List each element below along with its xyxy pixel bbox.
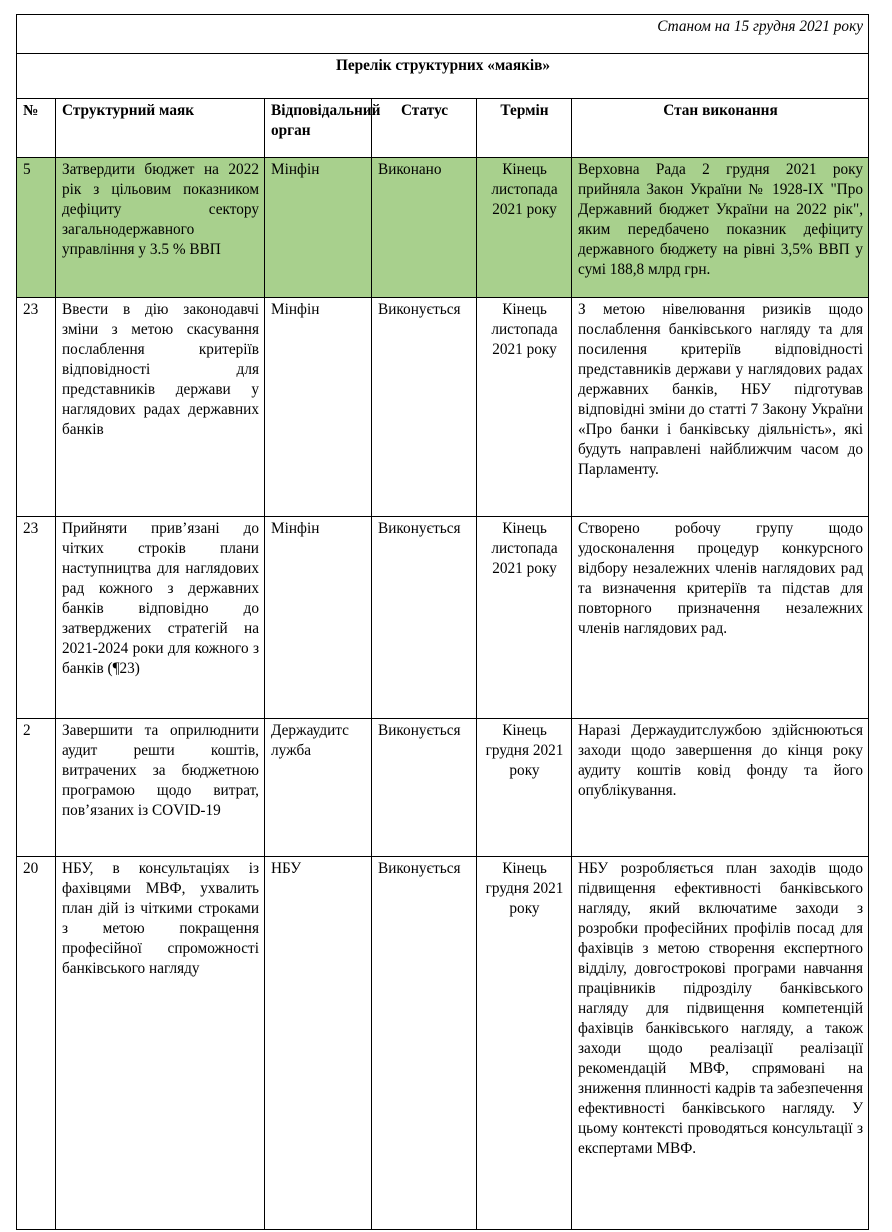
- row-status: Виконується: [372, 719, 477, 857]
- row-term: Кінець грудня 2021 року: [477, 857, 572, 1230]
- table-row: [17, 517, 869, 719]
- header-status: Статус: [372, 99, 477, 158]
- table-row: [17, 719, 869, 857]
- row-responsible-body: Мінфін: [265, 298, 372, 517]
- row-responsible-body: Держаудитс лужба: [265, 719, 372, 857]
- row-beacon: Завершити та оприлюднити аудит решти коштів, витрачених за бюджетною програмою щодо витрат, пов’язаних із COVID-19: [56, 719, 265, 857]
- table-row: [17, 857, 869, 1230]
- row-beacon: НБУ, в консультаціях із фахівцями МВФ, ухвалить план дій із чіткими строками з метою покращення професійної спроможності банківського нагляду: [56, 857, 265, 1230]
- date-row: [17, 15, 869, 54]
- title-row: [17, 54, 869, 99]
- row-status: Виконано: [372, 158, 477, 298]
- header-row: [17, 99, 869, 158]
- row-term: Кінець листопада 2021 року: [477, 158, 572, 298]
- row-responsible-body: Мінфін: [265, 517, 372, 719]
- beacons-table: [16, 14, 869, 1230]
- as-of-date: Станом на 15 грудня 2021 року: [17, 15, 869, 54]
- row-beacon: Прийняти прив’язані до чітких строків плани наступництва для наглядових рад кожного з державних банків відповідно до затверджених стратегій на 2021-2024 роки для кожного з банків (¶23): [56, 517, 265, 719]
- row-beacon: Ввести в дію законодавчі зміни з метою скасування послаблення критеріїв відповідності для представників держави у наглядових радах державних банків: [56, 298, 265, 517]
- header-execution-state: Стан виконання: [572, 99, 869, 158]
- row-number: 20: [17, 857, 56, 1230]
- row-execution-state: Створено робочу групу щодо удосконалення процедур конкурсного відбору незалежних членів наглядових рад та визначення критеріїв та підстав для повторного призначення незалежних членів наглядових рад.: [572, 517, 869, 719]
- row-execution-state: НБУ розробляється план заходів щодо підвищення ефективності банківського нагляду, який включатиме заходи з розробки професійних профілів посад для фахівців з метою створення експертного відділу, довгострокові програми навчання працівників підрозділу банківського нагляду для підвищення компетенцій фахівців банківського нагляду, а також заходи щодо реалізації реалізації рекомендацій МВФ, спрямовані на зниження плинності кадрів та забезпечення ефективності банківського нагляду. У цьому контексті проводяться консультації з експертами МВФ.: [572, 857, 869, 1230]
- row-responsible-body: Мінфін: [265, 158, 372, 298]
- document-title: Перелік структурних «маяків»: [17, 54, 869, 99]
- row-beacon: Затвердити бюджет на 2022 рік з цільовим показником дефіциту сектору загальнодержавного управління у 3.5 % ВВП: [56, 158, 265, 298]
- row-execution-state: З метою нівелювання ризиків щодо послаблення банківського нагляду та для посилення критеріїв відповідності представників держави у наглядових радах державних банків, НБУ підготував відповідні зміни до статті 7 Закону України «Про банки і банківську діяльність», які будуть направлені найближчим часом до Парламенту.: [572, 298, 869, 517]
- header-term: Термін: [477, 99, 572, 158]
- header-number: №: [17, 99, 56, 158]
- row-number: 23: [17, 298, 56, 517]
- row-status: Виконується: [372, 298, 477, 517]
- row-number: 5: [17, 158, 56, 298]
- row-number: 23: [17, 517, 56, 719]
- row-number: 2: [17, 719, 56, 857]
- row-status: Виконується: [372, 517, 477, 719]
- header-beacon: Структурний маяк: [56, 99, 265, 158]
- row-responsible-body: НБУ: [265, 857, 372, 1230]
- row-term: Кінець листопада 2021 року: [477, 298, 572, 517]
- row-term: Кінець грудня 2021 року: [477, 719, 572, 857]
- table-row: [17, 158, 869, 298]
- table-row: [17, 298, 869, 517]
- row-execution-state: Наразі Держаудитслужбою здійснюються заходи щодо завершення до кінця року аудиту коштів ковід фонду та його опублікування.: [572, 719, 869, 857]
- row-term: Кінець листопада 2021 року: [477, 517, 572, 719]
- row-status: Виконується: [372, 857, 477, 1230]
- row-execution-state: Верховна Рада 2 грудня 2021 року прийняла Закон України № 1928-IX "Про Державний бюджет України на 2022 рік", яким передбачено показник дефіциту державного бюджету на рівні 3,5% ВВП у сумі 188,8 млрд грн.: [572, 158, 869, 298]
- header-responsible-body: Відповідальний орган: [265, 99, 372, 158]
